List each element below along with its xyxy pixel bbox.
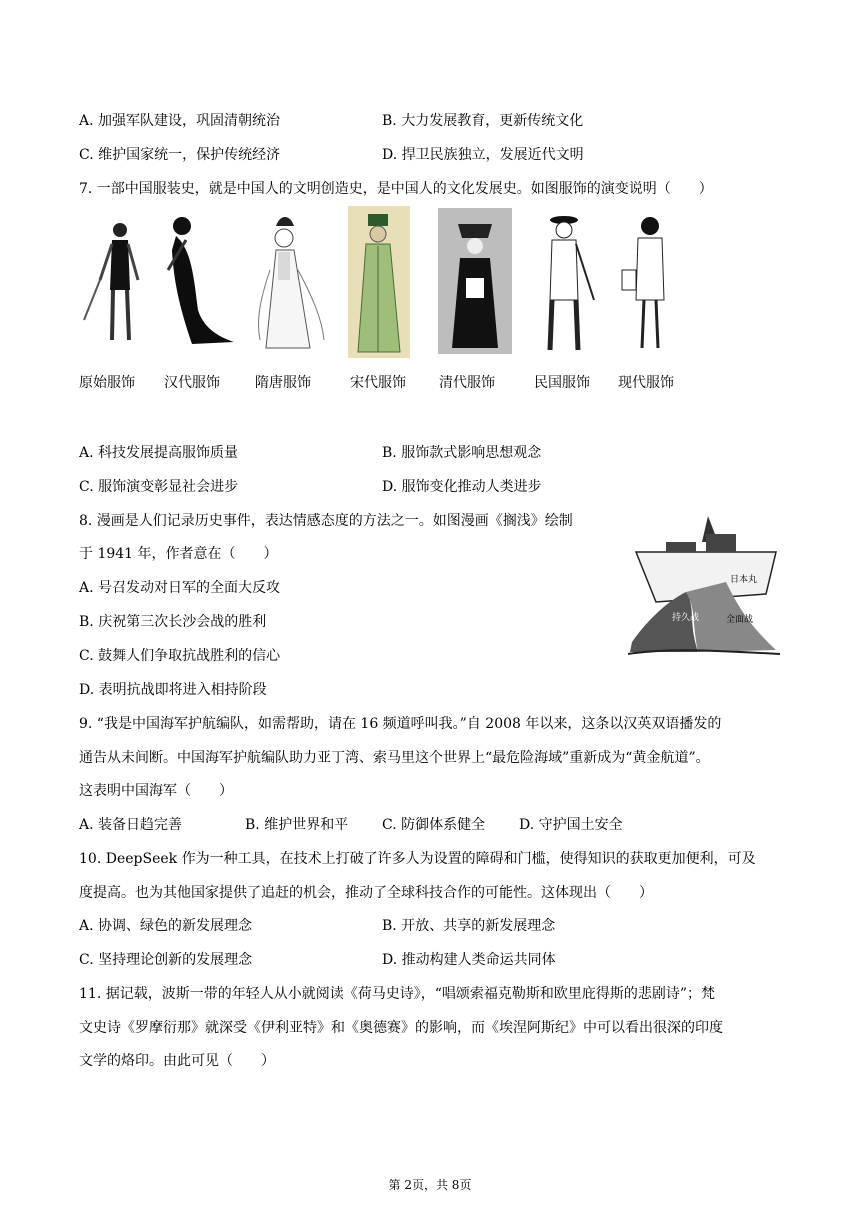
q6-option-b: B. 大力发展教育，更新传统文化: [382, 113, 584, 129]
q7-option-c: C. 服饰演变彰显社会进步: [79, 479, 239, 495]
q8-option-c: C. 鼓舞人们争取抗战胜利的信心: [79, 648, 281, 664]
q10-option-b: B. 开放、共享的新发展理念: [382, 918, 556, 934]
caption-modern: 现代服饰: [618, 375, 674, 391]
q9-option-d: D. 守护国土安全: [519, 817, 623, 833]
ship-label: 日本丸: [730, 575, 758, 585]
q8-option-d: D. 表明抗战即将进入相持阶段: [79, 682, 267, 698]
q11-line3: 文学的烙印。由此可见（ ）: [79, 1053, 275, 1069]
q10-option-a: A. 协调、绿色的新发展理念: [79, 918, 253, 934]
q8-option-b: B. 庆祝第三次长沙会战的胜利: [79, 614, 267, 630]
sui-tang-clothing-figure: [250, 210, 330, 360]
stranded-ship-cartoon: [626, 512, 782, 658]
q11-line2: 文史诗《罗摩衍那》就深受《伊利亚特》和《奥德赛》的影响，而《埃涅阿斯纪》中可以看出很深的印度: [79, 1020, 723, 1036]
q9-line3: 这表明中国海军（ ）: [79, 783, 233, 799]
q9-line2: 通告从未间断。中国海军护航编队助力亚丁湾、索马里这个世界上“最危险海域”重新成为“黄金航道”。: [79, 750, 710, 766]
q9-option-c: C. 防御体系健全: [382, 817, 486, 833]
q9-option-a: A. 装备日趋完善: [79, 817, 183, 833]
q9-line1: 9. “我是中国海军护航编队，如需帮助，请在 16 频道呼叫我。”自 2008 年以来，这条以汉英双语播发的: [79, 716, 722, 732]
caption-primitive: 原始服饰: [79, 375, 135, 391]
caption-qing: 清代服饰: [439, 375, 495, 391]
q6-option-a: A. 加强军队建设，巩固清朝统治: [79, 113, 281, 129]
q7-stem: 7. 一部中国服装史，就是中国人的文明创造史，是中国人的文化发展史。如图服饰的演变说明（ ）: [79, 181, 713, 197]
q10-option-d: D. 推动构建人类命运共同体: [382, 952, 556, 968]
q8-option-a: A. 号召发动对日军的全面大反攻: [79, 580, 281, 596]
qing-clothing-figure: [438, 208, 512, 354]
q8-stem-line1: 8. 漫画是人们记录历史事件，表达情感态度的方法之一。如图漫画《搁浅》绘制: [79, 513, 573, 529]
caption-song: 宋代服饰: [350, 375, 406, 391]
q7-option-d: D. 服饰变化推动人类进步: [382, 479, 542, 495]
q7-option-a: A. 科技发展提高服饰质量: [79, 445, 239, 461]
rock-label-left: 持久战: [672, 613, 700, 623]
q9-option-b: B. 维护世界和平: [245, 817, 349, 833]
q6-option-c: C. 维护国家统一，保护传统经济: [79, 147, 281, 163]
q6-option-d: D. 捍卫民族独立，发展近代文明: [382, 147, 584, 163]
q7-option-b: B. 服饰款式影响思想观念: [382, 445, 542, 461]
q8-stem-line2: 于 1941 年，作者意在（ ）: [79, 546, 278, 562]
modern-clothing-figure: [614, 210, 686, 360]
republic-clothing-figure: [530, 210, 600, 360]
q10-line1: 10. DeepSeek 作为一种工具，在技术上打破了许多人为设置的障碍和门槛，使得知识的获取更加便利，可及: [79, 851, 756, 867]
caption-han: 汉代服饰: [164, 375, 220, 391]
q11-line1: 11. 据记载，波斯一带的年轻人从小就阅读《荷马史诗》，“唱颂索福克勒斯和欧里庇得斯的悲剧诗”；梵: [79, 986, 716, 1002]
page-number-footer: 第 2页，共 8页: [388, 1178, 472, 1192]
han-clothing-figure: [162, 210, 238, 360]
q10-option-c: C. 坚持理论创新的发展理念: [79, 952, 253, 968]
caption-republic: 民国服饰: [534, 375, 590, 391]
song-clothing-figure: [348, 206, 410, 358]
caption-sui-tang: 隋唐服饰: [255, 375, 311, 391]
q10-line2: 度提高。也为其他国家提供了追赶的机会，推动了全球科技合作的可能性。这体现出（ ）: [79, 885, 653, 901]
rock-label-right: 全面战: [726, 615, 754, 625]
primitive-clothing-figure: [82, 210, 152, 360]
